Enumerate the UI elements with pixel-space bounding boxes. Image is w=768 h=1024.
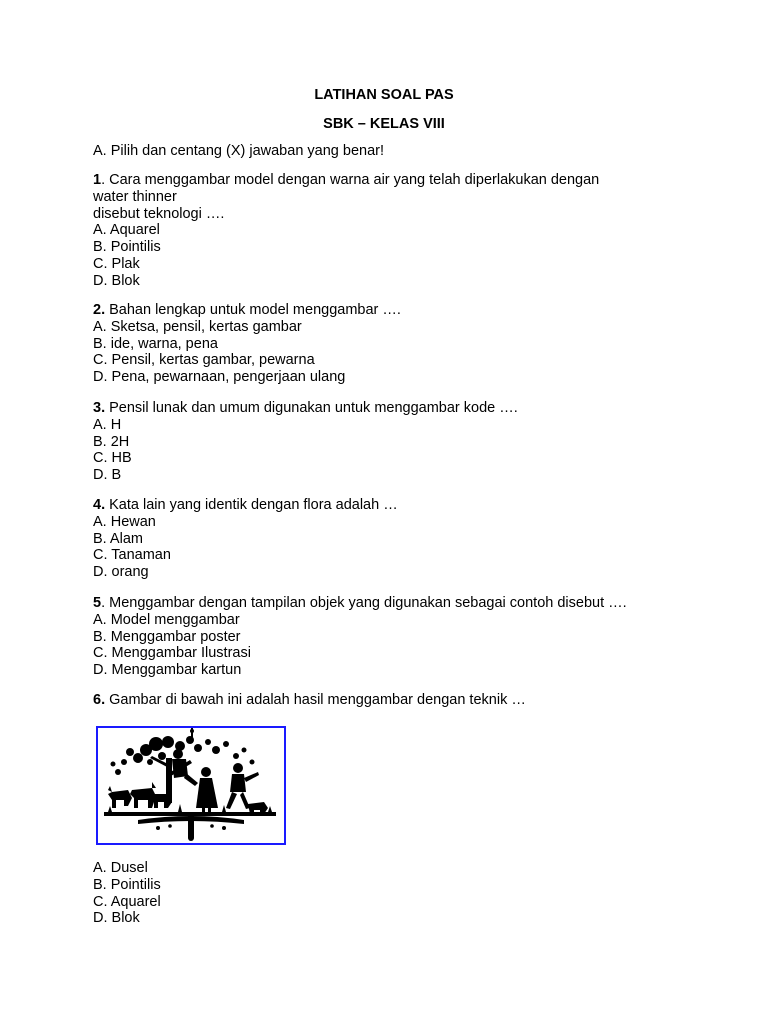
question-6-options [93,860,673,927]
question-6-figure [96,726,286,845]
question-6 [93,692,673,709]
option-d[interactable]: D. Pena, pewarnaan, pengerjaan ulang [93,369,346,386]
option-d[interactable]: D. orang [93,564,149,581]
option-a[interactable]: A. Model menggambar [93,611,240,628]
question-number: 1 [93,172,102,188]
page-subtitle: SBK – KELAS VIII [323,116,445,132]
option-a[interactable]: A. Aquarel [93,222,160,239]
question-4-stem [93,497,673,514]
option-b[interactable]: B. Alam [93,530,143,547]
question-text: Gambar di bawah ini adalah hasil menggambar dengan teknik … [105,692,526,708]
question-5 [93,595,673,679]
option-b[interactable]: B. Menggambar poster [93,628,241,645]
option-c[interactable]: C. HB [93,450,132,467]
question-1-stem [93,172,673,189]
question-number: 6. [93,692,106,708]
question-text: water thinner [93,188,177,205]
option-c[interactable]: C. Tanaman [93,547,171,564]
instruction-text: A. Pilih dan centang (X) jawaban yang benar! [93,143,384,159]
question-text: Menggambar dengan tampilan objek yang digunakan sebagai contoh disebut …. [105,595,627,611]
question-number: 5 [93,595,102,611]
question-number-suffix: . [101,172,106,188]
silhouette-illustration-icon [98,728,284,843]
option-d[interactable]: D. Blok [93,910,140,927]
question-text: disebut teknologi …. [93,205,225,222]
question-5-stem [93,595,673,612]
question-number: 2. [93,302,106,318]
option-b[interactable]: B. 2H [93,433,130,450]
option-b[interactable]: B. Pointilis [93,876,161,893]
option-a[interactable]: A. Sketsa, pensil, kertas gambar [93,318,302,335]
question-text: Kata lain yang identik dengan flora adalah … [105,497,398,513]
question-6-stem [93,692,673,709]
question-text: Pensil lunak dan umum digunakan untuk menggambar kode …. [105,400,518,416]
question-1 [93,172,673,290]
option-c[interactable]: C. Aquarel [93,893,161,910]
option-c[interactable]: C. Plak [93,255,140,272]
question-2 [93,302,673,386]
option-d[interactable]: D. B [93,467,122,484]
option-d[interactable]: D. Menggambar kartun [93,662,242,679]
question-2-stem [93,302,673,319]
question-number: 4. [93,497,106,513]
option-a[interactable]: A. H [93,416,122,433]
option-b[interactable]: B. ide, warna, pena [93,335,218,352]
option-b[interactable]: B. Pointilis [93,239,161,256]
question-number-suffix: . [101,595,106,611]
option-c[interactable]: C. Pensil, kertas gambar, pewarna [93,352,315,369]
page-title: LATIHAN SOAL PAS [314,87,454,103]
question-text: Bahan lengkap untuk model menggambar …. [105,302,401,318]
question-text: Cara menggambar model dengan warna air yang telah diperlakukan dengan [105,172,600,188]
question-number: 3. [93,400,106,416]
option-a[interactable]: A. Dusel [93,860,148,876]
option-c[interactable]: C. Menggambar Ilustrasi [93,645,251,662]
option-d[interactable]: D. Blok [93,272,140,289]
option-a[interactable]: A. Hewan [93,513,156,530]
question-3 [93,400,673,484]
question-4 [93,497,673,581]
question-3-stem [93,400,673,417]
